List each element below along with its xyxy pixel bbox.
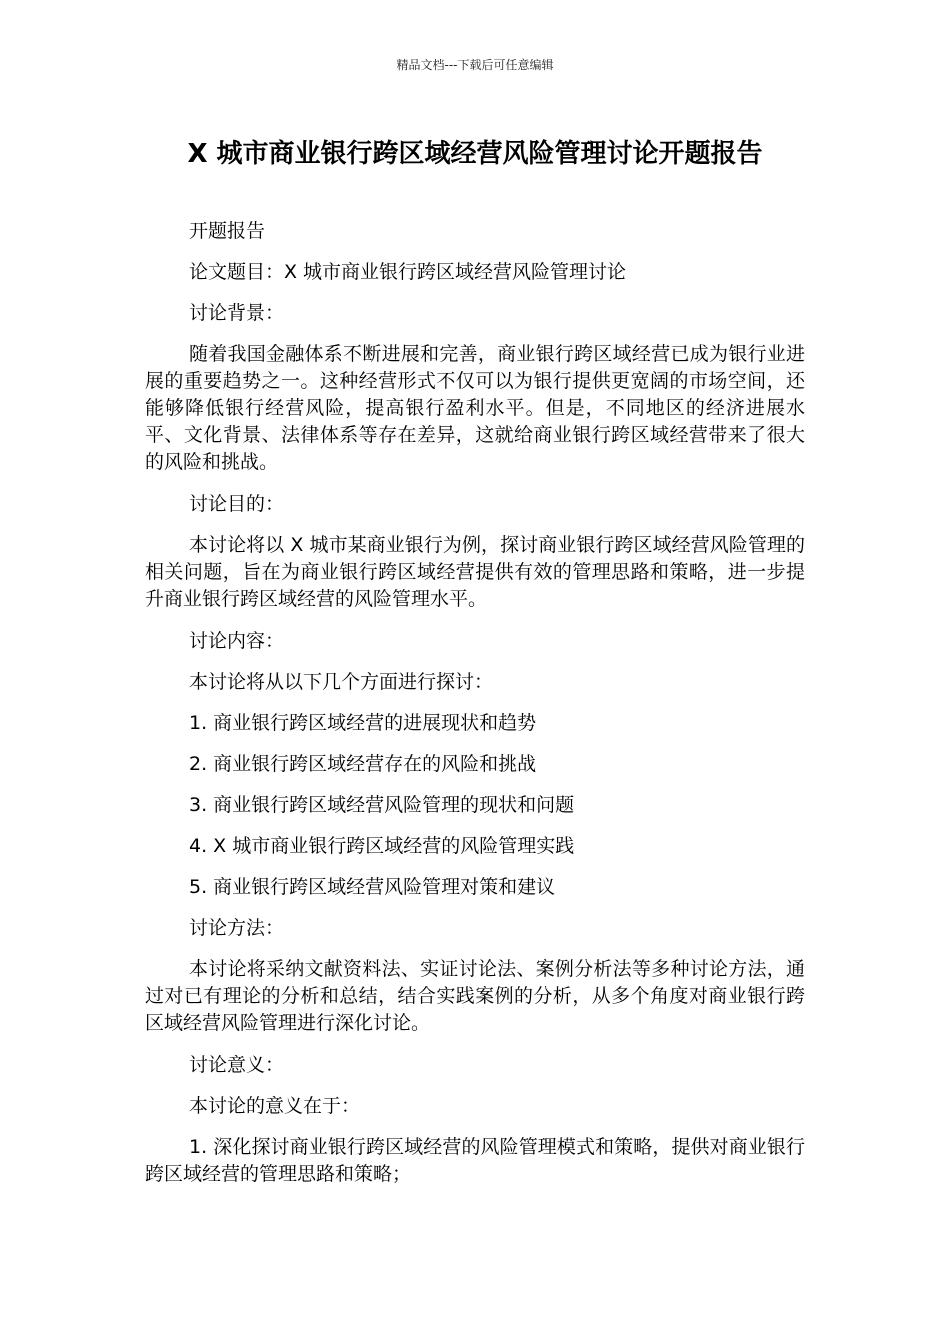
- content-list-item: 1. 商业银行跨区域经营的进展现状和趋势: [189, 712, 537, 734]
- content-list-item: 5. 商业银行跨区域经营风险管理对策和建议: [189, 876, 556, 898]
- background-paragraph: 随着我国金融体系不断进展和完善，商业银行跨区域经营已成为银行业进展的重要趋势之一。这种经营形式不仅可以为银行提供更宽阔的市场空间，还能够降低银行经营风险，提高银行盈利水平。但是，不同地区的经济进展水平、文化背景、法律体系等存在差异，这就给商业银行跨区域经营带来了很大的风险和挑战。: [145, 343, 805, 473]
- significance-heading: 讨论意义：: [189, 1054, 285, 1076]
- method-heading: 讨论方法：: [189, 917, 285, 939]
- document-title: X 城市商业银行跨区域经营风险管理讨论开题报告: [187, 139, 763, 169]
- content-intro: 本讨论将从以下几个方面进行探讨：: [189, 671, 494, 693]
- purpose-paragraph: 本讨论将以 X 城市某商业银行为例，探讨商业银行跨区域经营风险管理的相关问题，旨在为商业银行跨区域经营提供有效的管理思路和策略，进一步提升商业银行跨区域经营的风险管理水平。: [145, 534, 805, 610]
- purpose-heading: 讨论目的：: [189, 493, 285, 515]
- document-body: [145, 218, 805, 1202]
- method-paragraph: 本讨论将采纳文献资料法、实证讨论法、案例分析法等多种讨论方法，通过对已有理论的分析和总结，结合实践案例的分析，从多个角度对商业银行跨区域经营风险管理进行深化讨论。: [145, 958, 805, 1034]
- significance-intro: 本讨论的意义在于：: [189, 1095, 361, 1117]
- content-heading: 讨论内容：: [189, 630, 285, 652]
- thesis-title: 论文题目：X 城市商业银行跨区域经营风险管理讨论: [189, 261, 627, 283]
- report-label: 开题报告: [189, 220, 266, 242]
- header-note: 精品文档---下载后可任意编辑: [396, 58, 554, 72]
- content-list-item: 3. 商业银行跨区域经营风险管理的现状和问题: [189, 794, 575, 816]
- significance-list-item: 1. 深化探讨商业银行跨区域经营的风险管理模式和策略，提供对商业银行跨区域经营的管理思路和策略；: [145, 1136, 805, 1185]
- content-list-item: 4. X 城市商业银行跨区域经营的风险管理实践: [189, 835, 575, 857]
- background-heading: 讨论背景：: [189, 302, 285, 324]
- content-list-item: 2. 商业银行跨区域经营存在的风险和挑战: [189, 753, 537, 775]
